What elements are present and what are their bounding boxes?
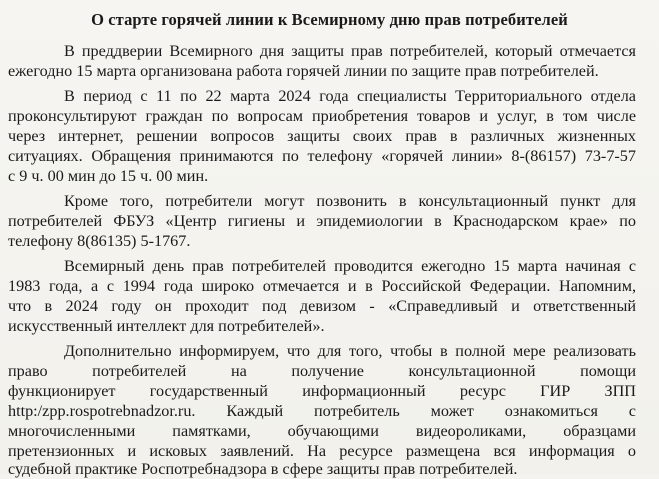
paragraph-line: ежегодно 15 марта организована работа горячей линии по защите прав потребителей. bbox=[8, 62, 599, 80]
paragraph-line: 1983 года, а с 1994 года широко отмечается и в Российской Федерации. Напомним, bbox=[8, 277, 636, 295]
paragraph-line: ситуациях. Обращения принимаются по телефону «горячей линии» 8-(86157) 73-7-57 bbox=[8, 147, 636, 165]
paragraph-line: право потребителей на получение консультационной помощи bbox=[8, 362, 636, 380]
paragraph-line: Всемирный день прав потребителей проводится ежегодно 15 марта начиная с bbox=[64, 257, 636, 275]
paragraph-line: потребителей ФБУЗ «Центр гигиены и эпидемиологии в Краснодарском крае» по bbox=[8, 212, 636, 230]
paragraph-line: В период с 11 по 22 марта 2024 года специалисты Территориального отдела bbox=[64, 87, 636, 105]
document-title: О старте горячей линии к Всемирному дню прав потребителей bbox=[91, 10, 568, 29]
paragraph-line: телефону 8(86135) 5-1767. bbox=[8, 232, 191, 250]
paragraph-line: претензионных и исковых заявлений. На ресурсе размещена вся информация о bbox=[8, 442, 636, 460]
paragraph-line: искусственный интеллект для потребителей». bbox=[8, 317, 325, 335]
paragraph-line: http:/zpp.rospotrebnadzor.ru. Каждый потребитель может ознакомиться с bbox=[8, 402, 636, 420]
paragraph-line: Кроме того, потребители могут позвонить в консультационный пункт для bbox=[64, 192, 636, 210]
paragraph-line: судебной практике Роспотребнадзора в сфере защиты прав потребителей. bbox=[8, 460, 518, 478]
paragraph-line: с 9 ч. 00 мин до 15 ч. 00 мин. bbox=[8, 167, 209, 185]
paragraph-line: через интернет, решении вопросов защиты своих прав в различных жизненных bbox=[8, 127, 636, 145]
paragraph-line: что в 2024 году он проходит под девизом - «Справедливый и ответственный bbox=[8, 297, 636, 315]
paragraph-line: проконсультируют граждан по вопросам приобретения товаров и услуг, в том числе bbox=[8, 107, 636, 125]
paragraph-line: функционирует государственный информационный ресурс ГИР ЗПП bbox=[8, 382, 636, 400]
paragraph-line: многочисленными памятками, обучающими видеороликами, образцами bbox=[8, 422, 636, 440]
paragraph-line: Дополнительно информируем, что для того, чтобы в полной мере реализовать bbox=[64, 342, 636, 360]
paragraph-line: В преддверии Всемирного дня защиты прав потребителей, который отмечается bbox=[64, 42, 636, 60]
